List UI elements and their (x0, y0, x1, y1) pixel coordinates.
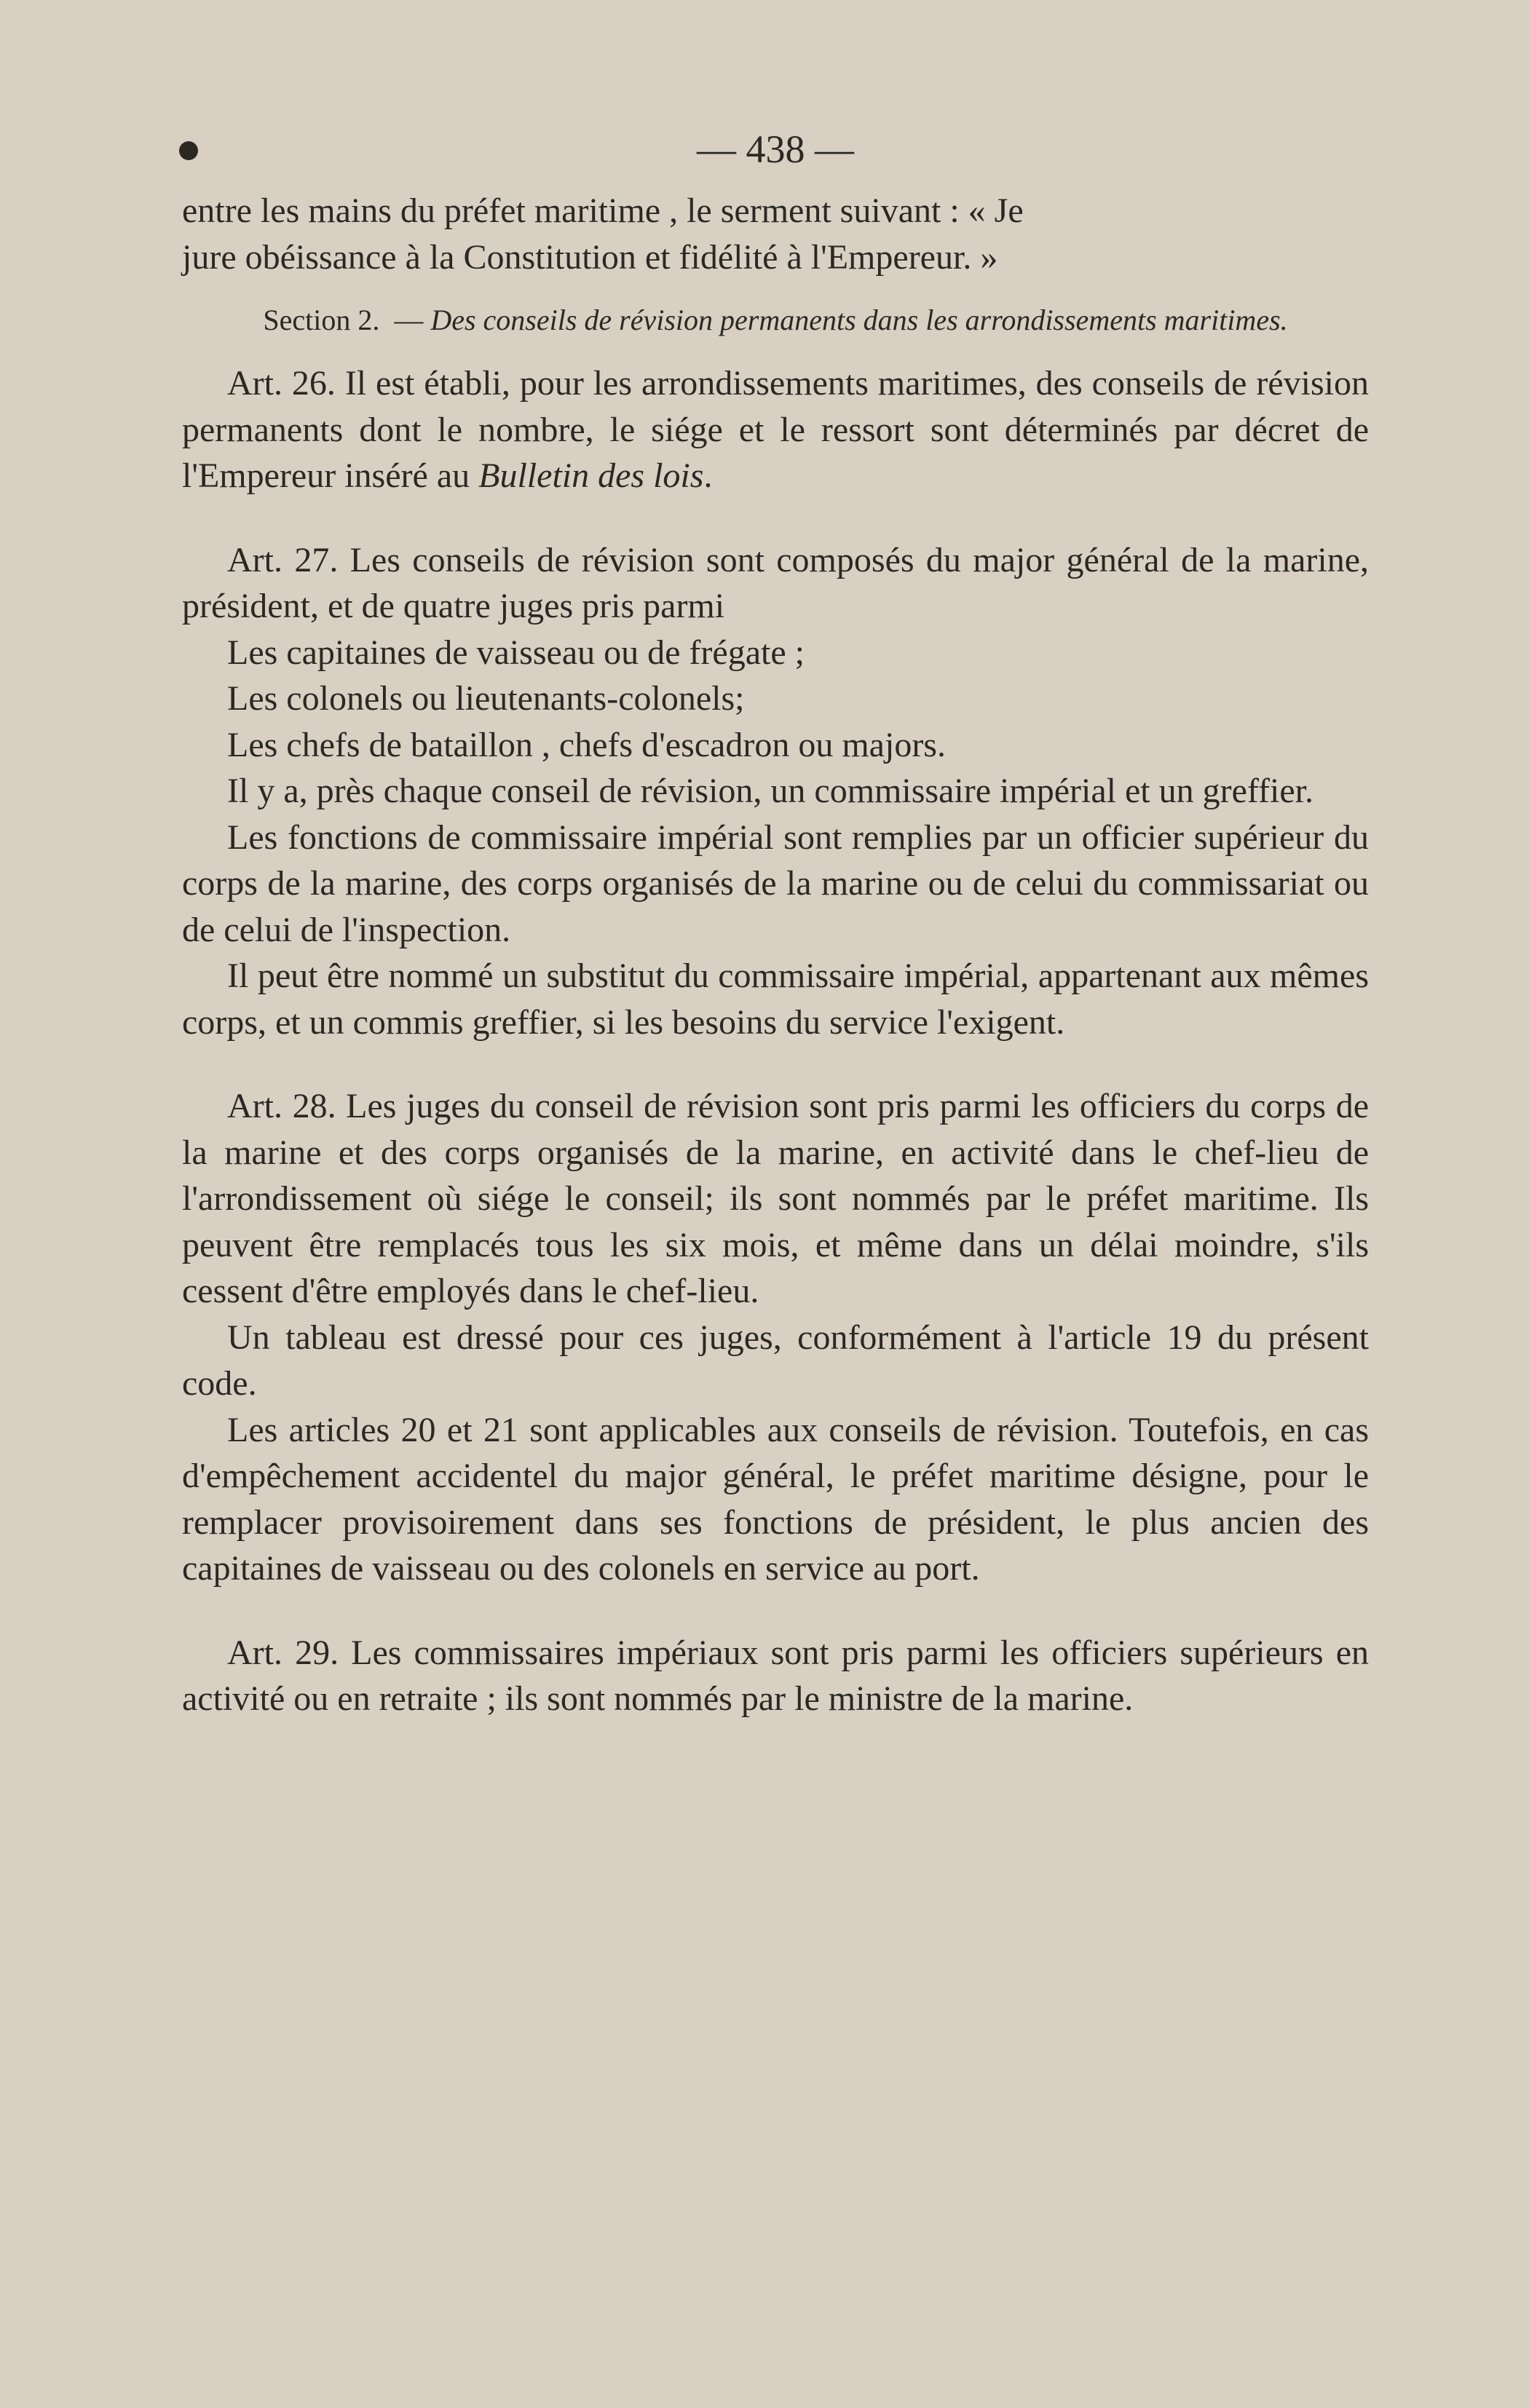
page-number: — 438 — (697, 127, 854, 171)
article-27-para-3: Il peut être nommé un substitut du commissaire impérial, appartenant aux mêmes corps, et un commis greffier, si les besoins du service l'exigent. (182, 957, 1369, 1042)
section-heading (182, 302, 1369, 338)
article-27-list-2: Les colonels ou lieutenants-colonels; (227, 679, 745, 718)
article-27-list-1: Les capitaines de vaisseau ou de frégate ; (227, 633, 805, 672)
article-27-lead: Art. 27. Les conseils de révision sont composés du major général de la marine, président, et de quatre juges pris parmi (182, 540, 1369, 625)
article-29: Art. 29. Les commissaires impériaux sont pris parmi les officiers supérieurs en activité ou en retraite ; ils sont nommés par le ministre de la marine. (182, 1633, 1369, 1718)
article-27-list-3: Les chefs de bataillon , chefs d'escadron ou majors. (227, 725, 946, 764)
section-title: Des conseils de révision permanents dans les arrondissements maritimes. (430, 304, 1288, 336)
section-label: Section 2. (263, 304, 380, 336)
art26-end: . (703, 456, 713, 495)
article-26 (182, 360, 1369, 499)
article-27-para-1: Il y a, près chaque conseil de révision, un commissaire impérial et un greffier. (227, 772, 1313, 810)
article-27-para-2: Les fonctions de commissaire impérial sont remplies par un officier supérieur du corps de la marine, des corps organisés de la marine ou de celui du commissariat ou de celui de l'inspection. (182, 817, 1369, 949)
page (182, 116, 1369, 1722)
ink-dot-icon (179, 141, 198, 160)
art26-italic: Bulletin des lois (478, 456, 704, 495)
article-28-para-1: Art. 28. Les juges du conseil de révision sont pris parmi les officiers du corps de la marine et des corps organisés de la marine, en activité dans le chef-lieu de l'arrondissement où siége le conseil; ils sont nommés par le préfet maritime. Ils peuvent être remplacés tous les six mois, et même dans un délai moindre, s'ils cessent d'être employés dans le chef-lieu. (182, 1087, 1369, 1310)
article-28-para-3: Les articles 20 et 21 sont applicables aux conseils de révision. Toutefois, en cas d'empêchement accidentel du major général, le préfet maritime désigne, pour le remplacer provisoirement dans ses fonctions de président, le plus ancien des capitaines de vaisseau ou des colonels en service au port. (182, 1410, 1369, 1588)
section-dash: — (394, 304, 424, 336)
article-28-para-2: Un tableau est dressé pour ces juges, conformément à l'article 19 du présent code. (182, 1318, 1369, 1403)
opening-line-2: jure obéissance à la Constitution et fidélité à l'Empereur. » (182, 237, 998, 277)
art26-text: Art. 26. Il est établi, pour les arrondissements maritimes, des conseils de révision permanents dont le nombre, le siége et le ressort sont déterminés par décret de l'Empereur inséré au (182, 364, 1369, 495)
opening-line-1: entre les mains du préfet maritime , le serment suivant : « Je (182, 191, 1024, 230)
page-header (182, 116, 1369, 182)
